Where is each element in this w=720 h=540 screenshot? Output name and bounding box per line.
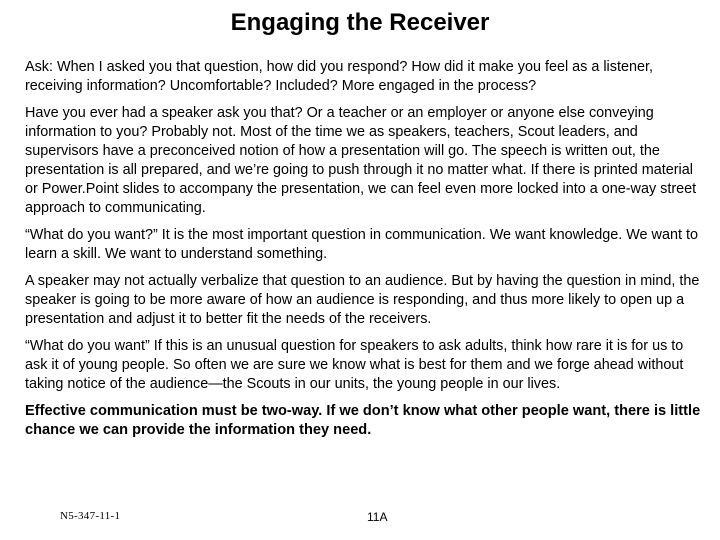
body-text: [25, 58, 707, 448]
question-quote: “What do you want?”: [25, 227, 158, 243]
question-text: It is the most important question in communication. We want knowledge. We want to learn a skill. We want to understand something.: [25, 227, 698, 262]
page-number: 11A: [367, 510, 388, 524]
page-title: Engaging the Receiver: [230, 9, 490, 36]
paragraph-what-do-you-want: [25, 226, 707, 264]
paragraph-ask: [25, 58, 707, 96]
paragraph-audience: A speaker may not actually verbalize that question to an audience. But by having the question in mind, the speaker is going to be more aware of how an audience is responding, and thus more likely to open up a presentation and adjust it to better fit the needs of the receivers.: [25, 273, 700, 327]
paragraph-conclusion: Effective communication must be two-way. If we don’t know what other people want, there is little chance we can provide the information they need.: [25, 403, 701, 438]
paragraph-young-people: “What do you want” If this is an unusual question for speakers to ask adults, think how rare it is for us to ask it of young people. So often we are sure we know what is best for them and we forge ahead without taking notice of the audience—the Scouts in our units, the young people in our lives.: [25, 338, 684, 392]
document-code: N5-347-11-1: [60, 510, 121, 522]
paragraph-speaker: Have you ever had a speaker ask you that? Or a teacher or an employer or anyone else conveying information to you? Probably not. Most of the time we as speakers, teachers, Scout leaders, and supervisors have a preconceived notion of how a presentation will go. The speech is written out, the presentation is all prepared, and we’re going to push through it no matter what. If there is printed material or Power.Point slides to accompany the presentation, we can feel even more locked into a one-way street approach to communicating.: [25, 105, 697, 216]
ask-text: : When I asked you that question, how did you respond? How did it make you feel as a listener, receiving information? Uncomfortable? Included? More engaged in the process?: [25, 59, 653, 94]
ask-lead: Ask: [25, 59, 49, 75]
